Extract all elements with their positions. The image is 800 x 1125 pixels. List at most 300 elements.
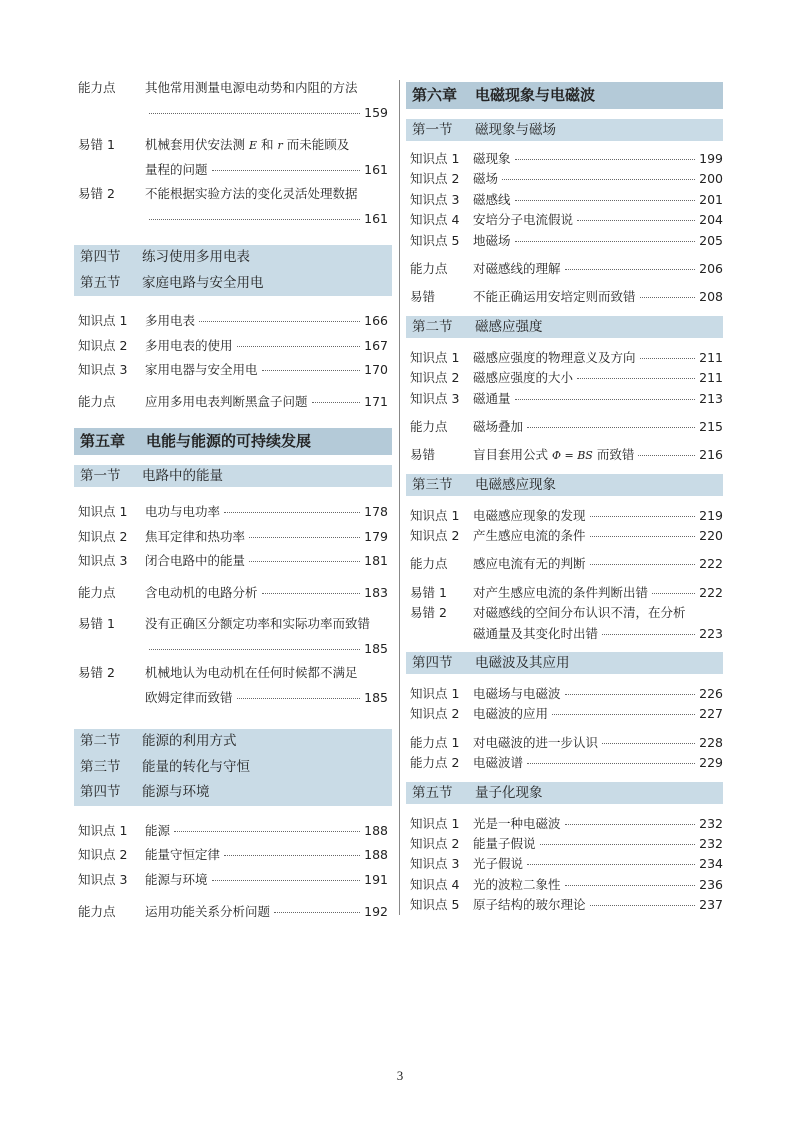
section-heading[interactable] [412, 782, 717, 804]
text: 电能与能源的可持续发展 [146, 432, 312, 450]
page-number: 206 [699, 260, 723, 276]
toc-entry[interactable] [410, 259, 723, 279]
page-number: 205 [699, 232, 723, 248]
section-band [74, 729, 392, 806]
entry-label: 第五节 [412, 784, 453, 801]
toc-entry[interactable] [78, 358, 388, 383]
entry-label: 知识点 1 [410, 815, 460, 831]
page-number: 188 [364, 847, 388, 862]
text [410, 149, 723, 251]
entry-label: 易错 2 [78, 186, 115, 201]
chapter-band [74, 428, 392, 455]
entry-title: 不能正确运用安培定则而致错 [473, 289, 636, 305]
page-number: 232 [699, 835, 723, 851]
leader-dots [224, 855, 360, 856]
entry-label: 第二节 [412, 318, 453, 335]
page-number: 226 [699, 686, 723, 702]
entry-title: 对磁感线的理解 [473, 260, 561, 276]
entry-title: 磁感线 [473, 191, 511, 207]
entry-label: 知识点 3 [78, 553, 128, 568]
page-number: 192 [364, 904, 388, 919]
leader-dots [527, 864, 695, 865]
entry-title: 电磁波的应用 [473, 706, 549, 722]
page-number: 161 [364, 210, 388, 226]
toc-entry[interactable] [78, 76, 388, 125]
toc-line [410, 624, 723, 644]
leader-dots [515, 399, 696, 400]
entry-label: 第三节 [80, 758, 121, 775]
entry-label: 第四节 [412, 655, 453, 672]
toc-entry[interactable] [78, 182, 388, 231]
entry-title: 光是一种电磁波 [473, 815, 561, 831]
toc-entry[interactable] [410, 895, 723, 915]
section-heading[interactable] [412, 652, 717, 674]
page-number: 201 [699, 191, 723, 207]
page-number: 211 [699, 370, 723, 386]
text: 而未能顾及 [286, 137, 350, 152]
entry-label: 知识点 1 [410, 507, 460, 523]
leader-dots [515, 159, 696, 160]
chapter-band [406, 82, 723, 109]
toc-entry[interactable] [410, 506, 723, 526]
entry-title: 不能根据实验方法的变化灵活处理数据 [145, 186, 358, 201]
entry-label: 能力点 [410, 556, 448, 572]
entry-title: 多用电表 [145, 313, 196, 328]
page-number: 191 [364, 871, 388, 887]
entry-title: 机械地认为电动机在任何时候都不满足 [145, 665, 358, 680]
entry-label: 易错 1 [78, 616, 115, 631]
text: 磁感应强度 [475, 318, 543, 335]
entry-title: 磁现象 [473, 151, 511, 166]
entry-label: 能力点 [410, 418, 448, 434]
leader-dots [515, 200, 696, 201]
page-number: 222 [699, 584, 723, 600]
entry-title: 多用电表的使用 [145, 337, 233, 353]
entry-title [145, 133, 349, 159]
entry-label: 能力点 [78, 584, 116, 600]
page-number: 179 [364, 528, 388, 544]
toc-entry[interactable] [410, 417, 723, 437]
section-band [406, 782, 723, 804]
entry-label: 知识点 2 [410, 528, 460, 544]
entry-label: 能力点 1 [410, 734, 460, 750]
toc-entry[interactable] [410, 603, 723, 644]
entry-title: 磁通量及其变化时出错 [473, 625, 599, 641]
entry-title: 电功与电功率 [145, 504, 221, 519]
text [410, 506, 723, 547]
leader-dots [590, 905, 696, 906]
entry-label: 第二节 [80, 733, 121, 749]
entry-title: 没有正确区分额定功率和实际功率而致错 [145, 616, 371, 631]
page-number: 170 [364, 362, 388, 377]
toc-line [78, 158, 388, 183]
toc-entry[interactable] [410, 684, 723, 704]
page-number: 167 [364, 337, 388, 353]
toc-entry[interactable] [78, 819, 388, 844]
toc-entry[interactable] [410, 348, 723, 368]
leader-dots [565, 824, 696, 825]
page-number: 228 [699, 734, 723, 750]
entry-label: 第六章 [412, 86, 458, 104]
entry-title: 应用多用电表判断黑盒子问题 [145, 393, 308, 409]
leader-dots [174, 831, 360, 832]
page-number: 171 [364, 393, 388, 409]
column-divider [399, 80, 400, 915]
text: r [277, 139, 283, 152]
toc-entry[interactable] [78, 309, 388, 334]
text: 家庭电路与安全用电 [142, 274, 264, 291]
entry-title: 闭合电路中的能量 [145, 553, 246, 568]
page-number: 222 [699, 556, 723, 572]
entry-label: 知识点 5 [410, 232, 460, 248]
entry-title: 电磁场与电磁波 [473, 686, 561, 702]
section-heading[interactable] [412, 316, 717, 338]
page-number: 161 [364, 161, 388, 177]
entry-title: 电磁感应现象的发现 [473, 507, 586, 523]
entry-title: 光的波粒二象性 [473, 876, 561, 892]
entry-title-cont: 量程的问题 [145, 161, 208, 177]
entry-label: 能力点 2 [410, 755, 460, 771]
leader-dots [602, 634, 695, 635]
toc-line [78, 133, 388, 158]
leader-dots [249, 537, 360, 538]
entry-label: 知识点 2 [78, 337, 128, 353]
page-number: 213 [699, 390, 723, 406]
leader-dots [199, 321, 360, 322]
page-number: 234 [699, 856, 723, 872]
toc-entry[interactable] [410, 704, 723, 724]
toc-entry[interactable] [78, 900, 388, 925]
toc-entry[interactable] [78, 390, 388, 415]
leader-dots [502, 179, 695, 180]
entry-label: 第五节 [80, 274, 121, 291]
page-number: 185 [364, 689, 388, 705]
page-number: 200 [699, 171, 723, 187]
text: 盲目套用公式 [473, 447, 549, 463]
section-band [74, 245, 392, 296]
leader-dots [590, 516, 696, 517]
entry-title: 安培分子电流假说 [473, 212, 574, 228]
leader-dots [638, 455, 695, 456]
text: 电磁感应现象 [475, 476, 556, 493]
entry-title: 欧姆定律而致错 [145, 689, 233, 705]
entry-label: 知识点 2 [410, 370, 460, 386]
entry-label: 易错 [410, 447, 436, 463]
leader-dots [249, 561, 360, 562]
text: 电路中的能量 [142, 468, 223, 484]
entry-title: 地磁场 [473, 232, 511, 248]
leader-dots [640, 297, 696, 298]
entry-label: 易错 1 [410, 584, 447, 600]
page-number: 208 [699, 289, 723, 305]
page-number: 181 [364, 553, 388, 568]
entry-label: 知识点 1 [78, 822, 128, 838]
toc-entry[interactable] [78, 581, 388, 606]
text: 能量的转化与守恒 [142, 758, 250, 775]
entry-label: 知识点 3 [78, 362, 128, 377]
entry-label: 能力点 [410, 260, 448, 276]
page-number: 215 [699, 418, 723, 434]
chapter-heading[interactable] [412, 82, 717, 109]
toc-line [78, 101, 388, 126]
toc-entry[interactable] [410, 210, 723, 230]
toc-entry[interactable] [78, 500, 388, 525]
leader-dots [565, 885, 696, 886]
entry-title: 焦耳定律和热功率 [145, 528, 246, 544]
toc-line [410, 603, 723, 623]
entry-label: 知识点 2 [78, 847, 128, 862]
right-column [410, 82, 723, 916]
page-number: 229 [699, 755, 723, 771]
leader-dots [312, 402, 361, 403]
page-number: 185 [364, 640, 388, 656]
toc-line [78, 612, 388, 637]
leader-dots [552, 714, 695, 715]
entry-title: 运用功能关系分析问题 [145, 904, 271, 919]
entry-label: 知识点 2 [78, 528, 128, 544]
entry-label: 第一节 [80, 468, 121, 484]
page-number: 223 [699, 625, 723, 641]
toc-entry[interactable] [410, 814, 723, 834]
leader-dots [212, 170, 361, 171]
entry-title: 对磁感线的空间分布认识不清，在分析 [473, 605, 686, 621]
leader-dots [149, 219, 360, 220]
entry-label: 第一节 [412, 122, 453, 138]
text: 机械套用伏安法测 [145, 137, 246, 152]
text: E [249, 139, 258, 152]
leader-dots [602, 743, 695, 744]
section-heading[interactable] [80, 729, 386, 755]
page-number: 219 [699, 507, 723, 523]
section-heading[interactable] [80, 245, 386, 271]
entry-label: 易错 2 [410, 605, 447, 621]
section-heading[interactable] [80, 465, 386, 487]
leader-dots [212, 880, 361, 881]
formula: Φ = BS [552, 449, 593, 463]
toc-line [78, 182, 388, 207]
toc-entry[interactable] [410, 583, 723, 603]
leader-dots [224, 512, 360, 513]
page-number: 199 [699, 151, 723, 166]
entry-label: 易错 1 [78, 137, 115, 152]
text [410, 814, 723, 916]
toc-line [78, 76, 388, 101]
section-heading[interactable] [412, 474, 717, 496]
section-heading[interactable] [412, 119, 717, 141]
leader-dots [262, 593, 361, 594]
entry-title: 对产生感应电流的条件判断出错 [473, 584, 649, 600]
entry-title: 含电动机的电路分析 [145, 584, 258, 600]
leader-dots [577, 220, 695, 221]
toc-entry[interactable] [410, 169, 723, 189]
toc-entry[interactable] [410, 389, 723, 409]
leader-dots [565, 269, 696, 270]
toc-entry[interactable] [410, 231, 723, 251]
entry-label: 知识点 2 [410, 706, 460, 722]
toc-entry[interactable] [78, 525, 388, 550]
page-number: 216 [699, 447, 723, 463]
section-band [406, 119, 723, 141]
entry-label: 知识点 1 [78, 504, 128, 519]
entry-label: 易错 2 [78, 665, 115, 680]
section-band [74, 465, 392, 487]
entry-label: 知识点 2 [410, 835, 460, 851]
text: 量子化现象 [475, 784, 543, 801]
toc-entry[interactable] [410, 834, 723, 854]
toc-line [78, 661, 388, 686]
text: 电磁现象与电磁波 [475, 86, 596, 104]
entry-title: 磁场 [473, 171, 499, 187]
toc-entry[interactable] [410, 445, 723, 465]
entry-title: 电磁波谱 [473, 755, 524, 771]
leader-dots [577, 378, 695, 379]
entry-label: 知识点 3 [410, 390, 460, 406]
chapter-heading[interactable] [80, 428, 386, 455]
leader-dots [540, 844, 696, 845]
entry-label: 易错 [410, 289, 436, 305]
leader-dots [565, 694, 696, 695]
toc-entry[interactable] [78, 843, 388, 868]
text: 和 [261, 137, 274, 152]
text [78, 500, 388, 574]
entry-title: 能量子假说 [473, 835, 536, 851]
toc-entry[interactable] [410, 875, 723, 895]
page-number: 178 [364, 504, 388, 519]
entry-label: 知识点 1 [410, 686, 460, 702]
page-number-footer: 3 [396, 1068, 404, 1083]
text: 能源的利用方式 [142, 733, 237, 749]
toc-entry[interactable] [78, 133, 388, 182]
entry-label: 第四节 [80, 784, 121, 800]
leader-dots [262, 370, 361, 371]
entry-title: 产生感应电流的条件 [473, 528, 586, 544]
toc-entry[interactable] [410, 554, 723, 574]
text [410, 684, 723, 725]
entry-label: 能力点 [78, 904, 116, 919]
leader-dots [590, 564, 696, 565]
text [410, 348, 723, 409]
entry-title: 能量守恒定律 [145, 847, 221, 862]
entry-label: 知识点 3 [410, 856, 460, 872]
entry-title: 感应电流有无的判断 [473, 556, 586, 572]
leader-dots [149, 649, 360, 650]
toc-entry[interactable] [410, 753, 723, 773]
section-band [406, 652, 723, 674]
page-number: 159 [364, 104, 388, 120]
toc-line [78, 207, 388, 232]
entry-title [473, 445, 634, 466]
page-number: 227 [699, 706, 723, 722]
entry-label: 知识点 2 [410, 171, 460, 187]
section-band [406, 316, 723, 338]
toc-entry[interactable] [410, 149, 723, 169]
entry-title: 磁场叠加 [473, 418, 524, 434]
section-heading[interactable] [80, 271, 386, 297]
toc-entry[interactable] [78, 612, 388, 661]
entry-label: 知识点 1 [410, 151, 460, 166]
entry-title: 家用电器与安全用电 [145, 362, 258, 377]
toc-entry[interactable] [410, 854, 723, 874]
text: 而致错 [596, 447, 635, 463]
leader-dots [527, 763, 695, 764]
page-number: 211 [699, 349, 723, 365]
page-number: 204 [699, 212, 723, 228]
entry-label: 能力点 [78, 80, 116, 95]
entry-title: 光子假说 [473, 856, 524, 872]
leader-dots [515, 241, 696, 242]
toc-entry[interactable] [410, 287, 723, 307]
entry-title: 对电磁波的进一步认识 [473, 734, 599, 750]
leader-dots [652, 593, 695, 594]
toc-entry[interactable] [410, 368, 723, 388]
leader-dots [640, 358, 696, 359]
toc-entry[interactable] [410, 733, 723, 753]
entry-label: 知识点 4 [410, 876, 460, 892]
section-band [406, 474, 723, 496]
toc-entry[interactable] [78, 868, 388, 893]
text [78, 819, 388, 893]
text: 能源与环境 [142, 784, 210, 800]
leader-dots [149, 113, 360, 114]
page-number: 220 [699, 528, 723, 544]
page-number: 232 [699, 815, 723, 831]
entry-label: 知识点 1 [78, 313, 128, 328]
toc-entry[interactable] [78, 549, 388, 574]
entry-label: 知识点 5 [410, 897, 460, 913]
leader-dots [237, 346, 361, 347]
toc-entry[interactable] [78, 661, 388, 710]
entry-label: 第四节 [80, 249, 121, 265]
text [78, 309, 388, 383]
page-number: 236 [699, 876, 723, 892]
left-column [78, 76, 388, 925]
entry-label: 第三节 [412, 476, 453, 493]
entry-title: 原子结构的玻尔理论 [473, 897, 586, 913]
entry-label: 知识点 3 [78, 871, 128, 887]
leader-dots [274, 912, 360, 913]
entry-label: 知识点 1 [410, 349, 460, 365]
entry-label: 知识点 4 [410, 212, 460, 228]
page-number: 188 [364, 822, 388, 838]
text: 磁现象与磁场 [475, 122, 556, 138]
text: 电磁波及其应用 [475, 655, 570, 672]
entry-title: 磁感应强度的大小 [473, 370, 574, 386]
entry-title: 磁感应强度的物理意义及方向 [473, 349, 636, 365]
entry-label: 第五章 [80, 432, 126, 450]
leader-dots [527, 427, 695, 428]
section-heading[interactable] [80, 780, 386, 806]
toc-entry[interactable] [410, 526, 723, 546]
text [410, 733, 723, 774]
text: 练习使用多用电表 [142, 249, 250, 265]
entry-title: 能源 [145, 822, 171, 838]
page-number: 166 [364, 313, 388, 328]
toc-entry[interactable] [410, 190, 723, 210]
leader-dots [590, 536, 696, 537]
entry-title: 磁通量 [473, 390, 511, 406]
page-number: 237 [699, 897, 723, 913]
page-number: 183 [364, 584, 388, 600]
entry-title: 能源与环境 [145, 871, 208, 887]
section-heading[interactable] [80, 755, 386, 781]
toc-line [78, 637, 388, 662]
entry-title: 其他常用测量电源电动势和内阻的方法 [145, 80, 358, 95]
toc-line [78, 686, 388, 711]
entry-label: 能力点 [78, 393, 116, 409]
leader-dots [237, 698, 361, 699]
toc-entry[interactable] [78, 334, 388, 359]
entry-label: 知识点 3 [410, 191, 460, 207]
